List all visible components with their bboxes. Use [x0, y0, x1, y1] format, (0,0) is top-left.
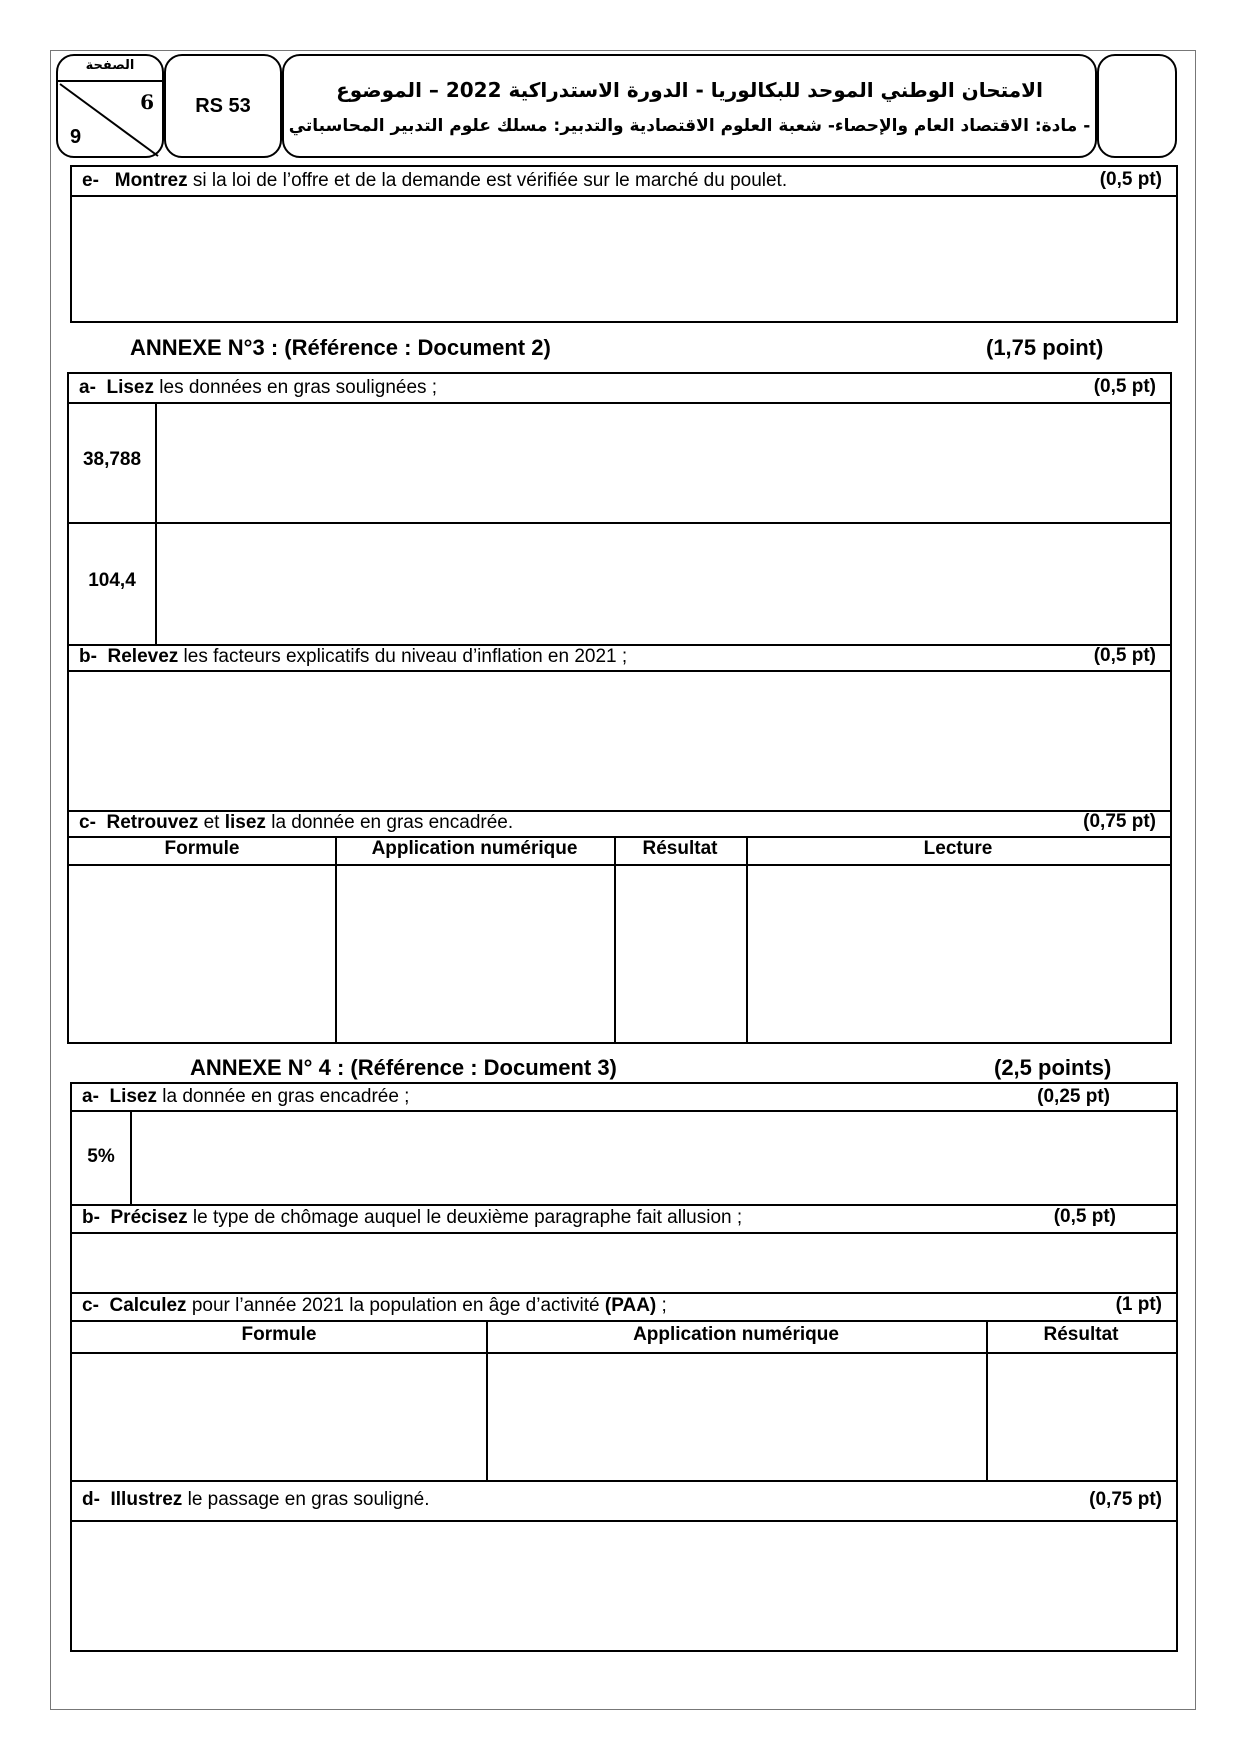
page-number-box — [56, 54, 164, 158]
annex4-b-line — [82, 1204, 742, 1232]
annex3-c-answer-resultat[interactable] — [616, 866, 746, 1042]
annex4-a-text: la donnée en gras encadrée ; — [157, 1086, 410, 1107]
annex4-a-line — [82, 1084, 409, 1110]
annex3-c-line — [79, 810, 513, 836]
annex4-c-tail: ; — [656, 1295, 667, 1316]
annex3-a-answer-2[interactable] — [157, 524, 1170, 642]
annex4-d-text: le passage en gras souligné. — [182, 1489, 430, 1510]
annex3-a-text: les données en gras soulignées ; — [154, 377, 438, 398]
annex4-c-col-formule: Formule — [241, 1324, 317, 1345]
annex4-b-points: (0,5 pt) — [1053, 1206, 1116, 1227]
annex4-box — [70, 1082, 1178, 1652]
annex4-d-label: d- — [82, 1489, 100, 1510]
annex3-c-col-lecture: Lecture — [923, 838, 993, 859]
annex3-b-verb: Relevez — [107, 646, 179, 667]
annex4-a-points: (0,25 pt) — [1037, 1086, 1110, 1107]
annex3-c-col-formule: Formule — [164, 838, 240, 859]
annex3-title: ANNEXE N°3 : (Référence : Document 2) — [130, 335, 551, 360]
annex4-c-answer-resultat[interactable] — [988, 1354, 1176, 1480]
question-e-verb: Montrez — [114, 170, 188, 191]
annex3-box — [67, 372, 1172, 1044]
annex3-b-answer-area[interactable] — [69, 672, 1170, 808]
annex4-c-answer-formule[interactable] — [72, 1354, 486, 1480]
annex4-a-label: a- — [82, 1086, 99, 1107]
annex3-c-col-resultat: Résultat — [642, 838, 718, 859]
annex3-b-line — [79, 644, 627, 670]
annex3-c-verb2: lisez — [224, 812, 266, 833]
annex3-c-points: (0,75 pt) — [1083, 811, 1156, 832]
question-e-answer-area[interactable] — [72, 197, 1176, 321]
annex4-c-col-application: Application numérique — [633, 1324, 839, 1345]
annex3-c-answer-application[interactable] — [337, 866, 614, 1042]
annex3-a-points: (0,5 pt) — [1093, 376, 1156, 397]
exam-title-line1: الامتحان الوطني الموحد للبكالوريا - الدورة الاستدراكية 2022 – الموضوع — [336, 78, 1043, 102]
annex3-a-value-1: 38,788 — [82, 449, 142, 470]
annex4-a-verb: Lisez — [109, 1086, 157, 1107]
annex3-b-text: les facteurs explicatifs du niveau d’inflation en 2021 ; — [178, 646, 628, 667]
annex4-b-label: b- — [82, 1207, 100, 1228]
annex3-a-value-2: 104,4 — [88, 570, 136, 591]
page-label: الصفحة — [85, 58, 135, 73]
annex3-c-answer-formule[interactable] — [69, 866, 335, 1042]
page-number: 6 — [140, 90, 154, 114]
question-e-line — [82, 167, 787, 195]
annex4-c-line — [82, 1292, 667, 1320]
annex3-c-label: c- — [79, 812, 96, 833]
question-e-box — [70, 165, 1178, 323]
subject-code-box — [164, 54, 282, 158]
annex4-title: ANNEXE N° 4 : (Référence : Document 3) — [190, 1055, 617, 1080]
annex3-a-line — [79, 374, 437, 402]
page-total: 9 — [70, 126, 82, 148]
annex3-a-verb: Lisez — [106, 377, 154, 398]
annex4-c-points: (1 pt) — [1115, 1294, 1162, 1315]
exam-title-box — [282, 54, 1097, 158]
annex3-c-text: la donnée en gras encadrée. — [265, 812, 514, 833]
annex4-c-text: pour l’année 2021 la population en âge d’activité — [186, 1295, 605, 1316]
annex4-c-col-resultat: Résultat — [1043, 1324, 1119, 1345]
annex4-c-abbr: (PAA) — [604, 1295, 657, 1316]
subject-code: RS 53 — [195, 94, 251, 117]
exam-title-line2: - مادة: الاقتصاد العام والإحصاء- شعبة العلوم الاقتصادية والتدبير: مسلك علوم التدبير المحاسباتي — [288, 116, 1091, 136]
annex4-d-answer-area[interactable] — [72, 1522, 1176, 1650]
annex3-points: (1,75 point) — [986, 335, 1104, 360]
annex3-c-col-application: Application numérique — [371, 838, 578, 859]
annex3-c-answer-lecture[interactable] — [748, 866, 1170, 1042]
annex3-b-label: b- — [79, 646, 97, 667]
annex4-points: (2,5 points) — [994, 1055, 1112, 1080]
question-e-text: si la loi de l’offre et de la demande est vérifiée sur le marché du poulet. — [187, 170, 788, 191]
annex4-a-value: 5% — [87, 1146, 115, 1167]
annex3-a-label: a- — [79, 377, 96, 398]
annex4-d-points: (0,75 pt) — [1089, 1489, 1162, 1510]
annex4-c-verb: Calculez — [109, 1295, 187, 1316]
question-e-points: (0,5 pt) — [1099, 169, 1162, 190]
annex4-c-answer-application[interactable] — [488, 1354, 986, 1480]
annex4-d-line — [82, 1480, 429, 1520]
annex4-b-answer-area[interactable] — [72, 1234, 1176, 1292]
annex3-a-answer-1[interactable] — [157, 404, 1170, 522]
annex4-b-verb: Précisez — [110, 1207, 188, 1228]
annex4-c-label: c- — [82, 1295, 99, 1316]
annex3-b-points: (0,5 pt) — [1093, 645, 1156, 666]
annex4-a-answer-area[interactable] — [132, 1112, 1176, 1204]
annex3-c-verb: Retrouvez — [106, 812, 199, 833]
annex4-d-verb: Illustrez — [110, 1489, 183, 1510]
empty-header-box — [1097, 54, 1177, 158]
annex4-b-text: le type de chômage auquel le deuxième paragraphe fait allusion ; — [187, 1207, 743, 1228]
annex3-c-mid: et — [198, 812, 225, 833]
question-e-label: e- — [82, 170, 99, 191]
